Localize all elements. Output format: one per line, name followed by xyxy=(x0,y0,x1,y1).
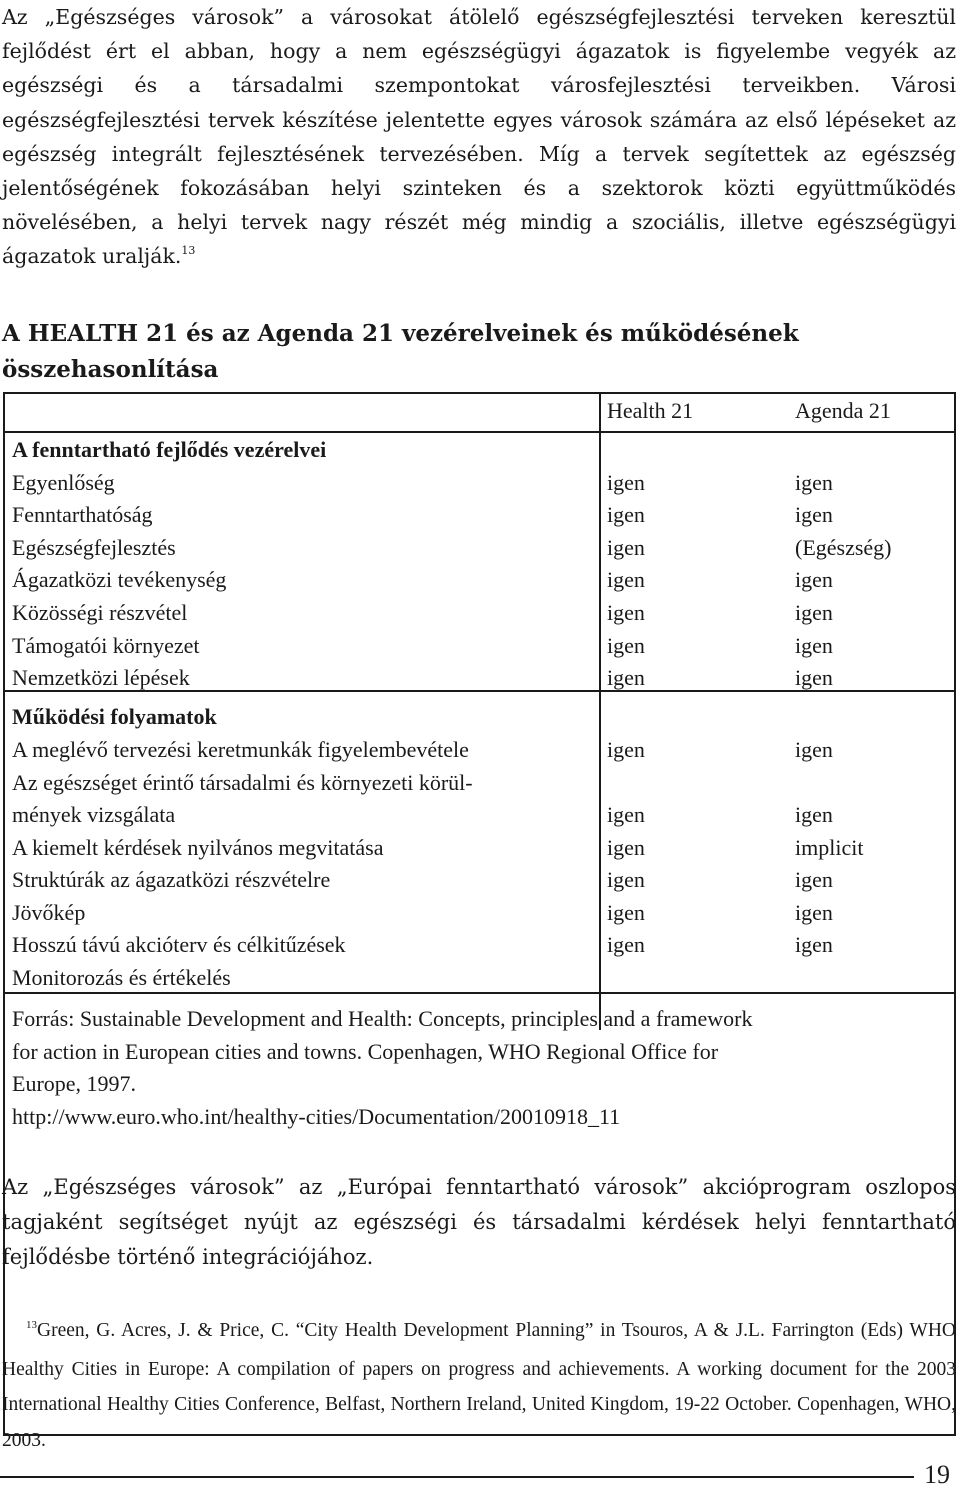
row-agenda-value: igen xyxy=(795,665,833,690)
column-header-health21: Health 21 xyxy=(607,398,694,423)
section-title-processes: Működési folyamatok xyxy=(12,704,217,729)
source-line: Europe, 1997. xyxy=(12,1071,137,1097)
row-agenda-value: igen xyxy=(795,633,833,658)
row-label: Jövőkép xyxy=(12,900,86,925)
row-agenda-value: igen xyxy=(795,867,833,892)
source-url: http://www.euro.who.int/healthy-cities/Documentation/20010918_11 xyxy=(12,1103,621,1129)
row-label: Ágazatközi tevékenység xyxy=(12,567,227,592)
footnote-number: 13 xyxy=(26,1319,37,1331)
row-health-value: igen xyxy=(607,665,645,690)
row-health-value: igen xyxy=(607,900,645,925)
row-label: A meglévő tervezési keretmunkák figyelembevétele xyxy=(12,737,469,762)
row-health-value: igen xyxy=(607,867,645,892)
row-agenda-value: igen xyxy=(795,802,833,827)
row-label: Egyenlőség xyxy=(12,470,115,495)
row-label-continued: mények vizsgálata xyxy=(12,802,176,827)
row-health-value: igen xyxy=(607,502,645,527)
table-heading: A HEALTH 21 és az Agenda 21 vezérelveinek és működésének összehasonlítása xyxy=(2,320,799,383)
row-health-value: igen xyxy=(607,737,645,762)
row-health-value: igen xyxy=(607,600,645,625)
row-agenda-value: igen xyxy=(795,737,833,762)
section-title-principles: A fenntartható fejlődés vezérelvei xyxy=(12,437,327,462)
footnote xyxy=(2,1313,956,1458)
page-number: 19 xyxy=(924,1460,950,1489)
row-health-value: igen xyxy=(607,535,645,560)
column-divider xyxy=(599,433,601,1030)
row-health-value: igen xyxy=(607,802,645,827)
row-agenda-value: igen xyxy=(795,567,833,592)
row-agenda-value: igen xyxy=(795,600,833,625)
intro-paragraph: Az „Egészséges városok” a városokat átölelő egészségfejlesztési terveken keresztül fejlődést ért el abban, hogy a nem egészségügyi ágazatok is figyelembe vegyék az egészségi és a társadalmi szempontokat városfejlesztési terveikben. Városi egészségfejlesztési tervek készítése jelentette egyes városok számára az első lépéseket az egészség integrált fejlesztésének tervezésében. Míg a tervek segítettek az egészség jelentőségének fokozásában helyi szinteken és a szektorok közti együttműködés növelésében, a helyi tervek nagy részét még mindig a szociális, illetve egészségügyi ágazatok uralják.$^{13}$ xyxy=(2,5,956,269)
source-line: for action in European cities and towns. Copenhagen, WHO Regional Office for xyxy=(12,1038,719,1064)
row-agenda-value: igen xyxy=(795,470,833,495)
header-divider xyxy=(5,431,954,433)
row-label: Támogatói környezet xyxy=(12,633,200,658)
row-label: Monitorozás és értékelés xyxy=(12,965,231,990)
column-header-agenda21: Agenda 21 xyxy=(795,398,891,423)
row-health-value: igen xyxy=(607,633,645,658)
table-source xyxy=(12,1003,942,1133)
row-label: A kiemelt kérdések nyilvános megvitatása xyxy=(12,835,384,860)
row-label: Közösségi részvétel xyxy=(12,600,188,625)
row-agenda-value: implicit xyxy=(795,835,864,860)
row-label: Az egészséget érintő társadalmi és környezeti körül- xyxy=(12,770,473,795)
row-health-value: igen xyxy=(607,932,645,957)
footnote-ref: 13 xyxy=(181,243,196,257)
row-label: Fenntarthatóság xyxy=(12,502,153,527)
row-health-value: igen xyxy=(607,567,645,592)
row-label: Nemzetközi lépések xyxy=(12,665,190,690)
column-divider xyxy=(599,394,601,433)
row-agenda-value: igen xyxy=(795,900,833,925)
row-label: Hosszú távú akcióterv és célkitűzések xyxy=(12,932,346,957)
row-label: Struktúrák az ágazatközi részvételre xyxy=(12,867,331,892)
row-health-value: igen xyxy=(607,835,645,860)
footer-rule xyxy=(0,1476,914,1478)
row-agenda-value: (Egészség) xyxy=(795,535,892,560)
row-health-value: igen xyxy=(607,470,645,495)
row-agenda-value: igen xyxy=(795,932,833,957)
row-agenda-value: igen xyxy=(795,502,833,527)
footnote-text: Green, G. Acres, J. & Price, C. “City Health Development Planning” in Tsouros, A & J.L. Farrington (Eds) WHO Healthy Cities in Europe: A compilation of papers on progress and achievements. A working document for the 2003 International Healthy Cities Conference, Belfast, Northern Ireland, United Kingdom, 19-22 October. Copenhagen, WHO, 2003. xyxy=(2,1320,956,1451)
second-paragraph: Az „Egészséges városok” az „Európai fenntartható városok” akcióprogram oszlopos tagjaként segítséget nyújt az egészségi és társadalmi kérdések helyi fenntartható fejlődésbe történő integrációjához. xyxy=(2,1175,956,1269)
source-line: Forrás: Sustainable Development and Health: Concepts, principles and a framework xyxy=(12,1006,753,1031)
row-label: Egészségfejlesztés xyxy=(12,535,176,560)
comparison-table xyxy=(3,392,956,1436)
